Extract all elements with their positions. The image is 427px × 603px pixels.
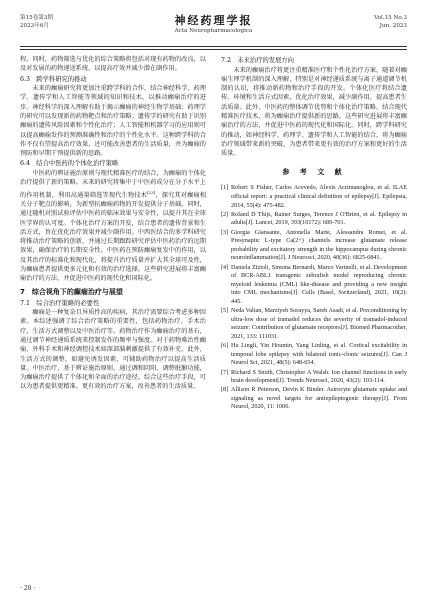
reference-number: [1]	[221, 184, 229, 192]
reference-item	[221, 342, 407, 368]
paragraph: 程。同时，药物筛选与优化的综合策略将包括对现有药物的改良，以及对发展的药物递送系统，以提高疗效并减少潜在副作用。	[20, 56, 206, 73]
journal-title-en: Acta Neuropharmacologica	[174, 28, 253, 34]
section-heading-6-4: 6.4 结合中医药的个体化治疗策略	[20, 160, 119, 168]
header-rule	[20, 46, 407, 47]
reference-text: Allison R Peterson, Devin K Binder. Astrocyte glutamate uptake and signaling as novel targets for antiepileptogenic therapy[J]. Front Neurol, 2020, 11: 1006.	[231, 386, 407, 411]
reference-number: [6]	[221, 342, 229, 350]
page-number: · 28 ·	[20, 585, 36, 592]
paragraph: 未来的癫痫治疗将更注重精准医疗和个性化治疗方案。随着对癫痫生理学机制的深入理解，特别是对神经递质系统与离子通道调节机制的认识，将推动新药物和治疗手段的开发。个体化医疗将结合遗传、环境和生活方式因素，优化治疗效果，减少副作用，提高患者生活质量。此外，中医药的整体调节优势和个体化治疗策略，结合现代精准医疗技术，将为癫痫治疗提供新的思路。这些研究进展将丰富癫痫治疗的方法，并促进中医药的现代化和国际化。同时，跨学科研究的推动，如神经科学、药理学、遗传学和人工智能的结合，将为癫痫治疗领域带来新的突破，为患者带来更有效的治疗方案和更好的生活质量。	[221, 66, 407, 158]
header-center	[20, 14, 407, 35]
paragraph-text: ，探究其对癫痫相关分子靶点的影响，为新型抗癫痫药物的开发提供分子基础。同时，通过随机对照试验评估中医药的临床效果与安全性，以提升其在全球医学界的认可度。个体化治疗方案的开发，结合患者的遗传背景和生活方式，旨在优化治疗效果并减少副作用。中西医结合的多学科研究将推动治疗策略的创新，并通过长期跟踪研究评估中医药治疗的远期效果，确保治疗的长期安全性。中医药在预防癫痫复发中的作用，以及其治疗的标准化和现代化，将提升治疗质量并扩大其全球可及性，为癫痫患者提供更多元化和有效的治疗选择。这些研究进展将丰富癫痫治疗的方法，并促进中医药的现代化和国际化。	[20, 191, 206, 283]
reference-text: Roland D Thijs, Rainer Surges, Terence J O'Brien, et al. Epilepsy in adults[J]. Lancet, 2019, 393(10172): 689-701.	[231, 210, 407, 227]
section-heading-6-3: 6.3 跨学科研究的推动	[20, 75, 87, 83]
references-title: 参 考 文 献	[282, 168, 346, 177]
date-en: Jun. 2023	[379, 23, 407, 29]
reference-text: Robert S Fisher, Carlos Acevedo, Alexis Arzimanoglou, et al. ILAE official report: a practical clinical definition of epilepsy[J]. Epilepsia, 2014, 55(4): 475-482.	[231, 184, 407, 209]
reference-text: Giorgia Giansante, Antonella Marte, Alessandra Romei, et al. Presynaptic L-type Ca(2+) channels increase glutamate release probability and excitatory strength in the hippocampus during chronic neuroinflammation[J]. J Neurosci, 2020, 40(36): 6825-6841.	[231, 228, 407, 262]
journal-header	[20, 14, 407, 48]
section-heading-7: 7 综合视角下的癫痫治疗与展望	[20, 287, 123, 296]
paragraph: 癫痫是一种复杂且异质性高的疾病，其治疗需要综合考虑多种因素。本综述强调了综合治疗策略的重要性，包括药物治疗、手术治疗、生活方式调整以及中医治疗等。药物治疗作为癫痫治疗的基石，通过调节神经递质系统来控制发作的频率与强度。对于药物难治性癫痫，外科手术和神经调控技术如深部脑刺激提供了有效补充。此外，生活方式的调整，如避免诱发因素，可辅助药物治疗以提高生活质量。中医治疗，基于辨证施治原则，通过调和阴阳、调整脏腑功能，为癫痫治疗提供了个体化和全面的治疗途径。综合这些治疗手段，可以为患者提供更精准、更有效的治疗方案，改善患者的生活质量。	[20, 309, 206, 391]
reference-item	[221, 229, 407, 263]
reference-text: Daniela Zizioli, Simona Bernardi, Marco Varinelli, et al. Development of BCR-ABL1 transgenic zebrafish model reproducing chronic myeloid leukemia (CML) like-disease and providing a new insight into CML mechanisms[J]. Cells (Basel, Switzerland), 2021, 10(2): 445.	[231, 263, 407, 305]
reference-item	[221, 307, 407, 341]
section-heading-7-1: 7.1 综合治疗策略的必要性	[20, 299, 100, 307]
date-cn: 2023年6月	[20, 23, 49, 29]
reference-item	[221, 369, 407, 386]
reference-item	[221, 184, 407, 210]
section-heading-7-2: 7.2 未来治疗的发展方向	[221, 57, 294, 64]
header-rule-thin	[20, 49, 407, 50]
reference-list	[221, 184, 407, 412]
volume-en: Vol.15 No.3	[374, 15, 407, 21]
left-column	[20, 55, 206, 580]
paragraph: 未来的癫痫研究将更加注重跨学科的合作，结合神经科学、药理学、遗传学和人工智能等领域的知识和技术，以推动癫痫治疗的进步。神经科学的深入理解有助于揭示癫痫的神经生物学基础；药理学的研究可以发现新的药物靶点和治疗策略；遗传学的研究有助于识别癫痫的遗传风险因素和个性化治疗；人工智能和机器学习的应用则可以提高癫痫发作的预测准确性和治疗的个性化水平。这种跨学科的合作不仅有望提高治疗效果，还可能改善患者的生活质量，并为癫痫的预防和早期干预提供新的思路。	[20, 85, 206, 158]
reference-number: [5]	[221, 307, 229, 315]
reference-text: Neda Valian, Marziyeh Sorayya, Sareh Asadi, et al. Preconditioning by ultra-low dose of tramadol reduces the severity of tramadol-induced seizure: Contribution of glutamate receptors[J]. Biomed Pharmacother, 2021, 133: 111031.	[231, 307, 407, 340]
reference-item	[221, 211, 407, 228]
citation: [23]	[147, 189, 156, 195]
reference-item	[221, 264, 407, 307]
reference-number: [2]	[221, 210, 229, 218]
paragraph	[20, 169, 206, 284]
right-column	[221, 55, 407, 580]
reference-number: [8]	[221, 386, 229, 394]
reference-text: Hu Lingli, Yin Houmin, Yang Linling, et al. Cortical excitability in temporal lobe epilepsy with bilateral tonic-clonic seizures[J]. Can J Neurol Sci, 2021, 48(5): 648-654.	[231, 342, 407, 367]
journal-title-cn: 神经药理学报	[174, 14, 253, 27]
reference-number: [3]	[221, 228, 229, 236]
reference-text: Richard S Smith, Christopher A Walsh. Ion channel functions in early brain development[J]. Trends Neurosci, 2020, 43(2): 103-114.	[231, 368, 407, 385]
paragraph-text: 中医药的辨证施治原则与现代精准医疗的结合，为癫痫的个体化治疗提供了新的策略。未来的研究将集中于中医药成分在分子水平上的作用机制，利用高通量筛选等现代生物技术	[20, 169, 206, 199]
reference-number: [4]	[221, 263, 229, 271]
reference-number: [7]	[221, 368, 229, 376]
reference-item	[221, 386, 407, 412]
header-right	[374, 14, 407, 30]
issue-cn: 第15卷第3期	[20, 15, 54, 21]
